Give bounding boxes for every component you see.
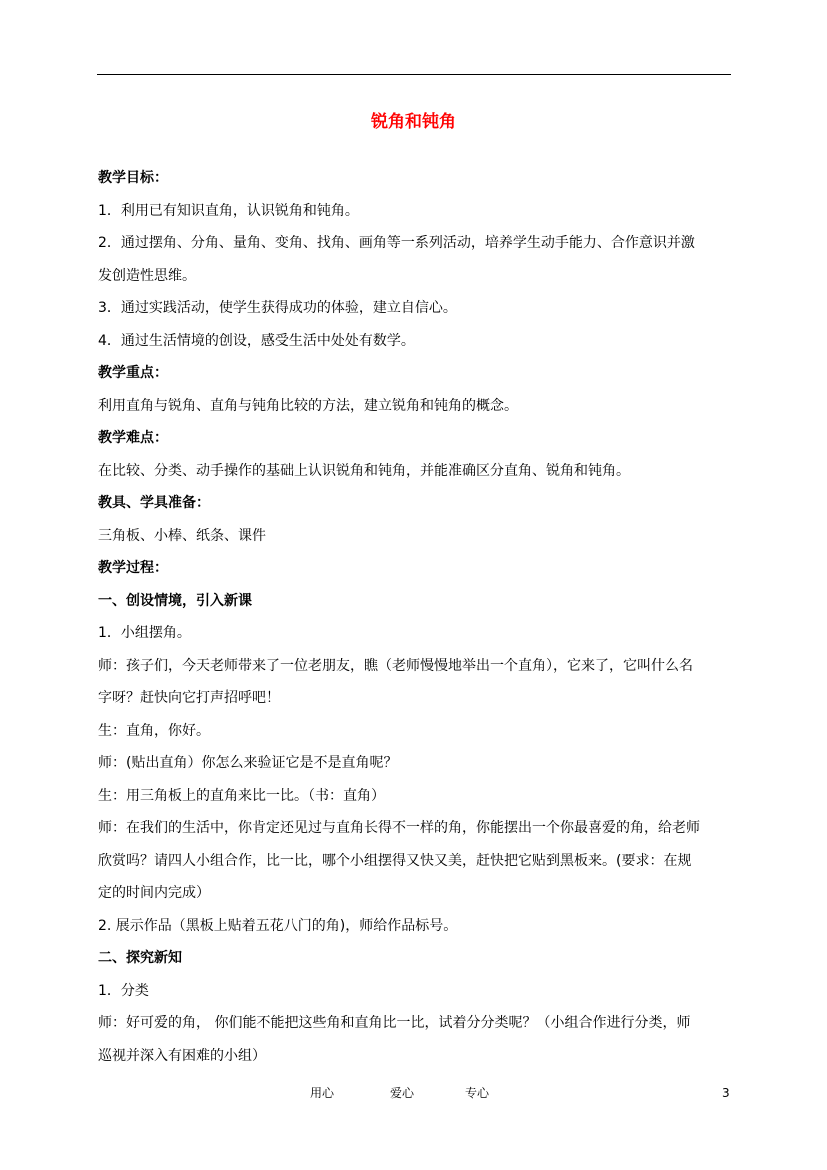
body-line: 利用直角与锐角、直角与钝角比较的方法，建立锐角和钝角的概念。 bbox=[98, 397, 518, 414]
body-line: 师：(贴出直角）你怎么来验证它是不是直角呢？ bbox=[98, 755, 398, 771]
body-line: 三角板、小棒、纸条、课件 bbox=[98, 527, 266, 544]
section-heading: 二、探究新知 bbox=[98, 950, 182, 966]
section-heading: 教具、学具准备： bbox=[98, 495, 210, 511]
body-line: 在比较、分类、动手操作的基础上认识锐角和钝角，并能准确区分直角、锐角和钝角。 bbox=[98, 462, 630, 479]
section-heading: 教学重点： bbox=[98, 365, 168, 381]
body-line: 师：在我们的生活中，你肯定还见过与直角长得不一样的角，你能摆出一个你最喜爱的角，给老师 bbox=[98, 820, 700, 836]
footer-item-zhuanxin: 专心 bbox=[465, 1086, 490, 1100]
body-line: 师：孩子们，今天老师带来了一位老朋友，瞧（老师慢慢地举出一个直角），它来了，它叫什么名 bbox=[98, 657, 693, 674]
document-body bbox=[98, 162, 730, 1072]
body-line: 生：用三角板上的直角来比一比。（书：直角） bbox=[98, 787, 385, 804]
body-line: 师：好可爱的角， 你们能不能把这些角和直角比一比，试着分分类呢？（小组合作进行分类，师 bbox=[98, 1015, 691, 1031]
body-line: 生：直角，你好。 bbox=[98, 722, 210, 739]
body-line: 1．小组摆角。 bbox=[98, 625, 191, 641]
body-line: 1．利用已有知识直角，认识锐角和钝角。 bbox=[98, 202, 359, 219]
section-heading: 教学目标： bbox=[98, 170, 168, 186]
footer-item-yongxin: 用心 bbox=[310, 1086, 335, 1100]
body-line: 4．通过生活情境的创设，感受生活中处处有数学。 bbox=[98, 332, 415, 349]
body-line: 2．通过摆角、分角、量角、变角、找角、画角等一系列活动，培养学生动手能力、合作意识并激 bbox=[98, 235, 695, 251]
page-number: 3 bbox=[722, 1086, 730, 1100]
body-line: 发创造性思维。 bbox=[98, 267, 196, 284]
body-line: 定的时间内完成） bbox=[98, 885, 210, 901]
body-line: 欣赏吗？请四人小组合作，比一比，哪个小组摆得又快又美，赶快把它贴到黑板来。(要求：在规 bbox=[98, 852, 692, 869]
footer-item-aixin: 爱心 bbox=[390, 1086, 415, 1100]
body-line: 1．分类 bbox=[98, 982, 149, 999]
section-heading: 一、创设情境，引入新课 bbox=[98, 592, 252, 609]
body-line: 字呀？赶快向它打声招呼吧！ bbox=[98, 690, 280, 706]
body-line: 巡视并深入有困难的小组） bbox=[98, 1047, 266, 1064]
document-title: 锐角和钝角 bbox=[371, 112, 456, 132]
section-heading: 教学难点： bbox=[98, 430, 168, 446]
header-rule bbox=[97, 74, 731, 75]
body-line: 2. 展示作品（黑板上贴着五花八门的角)，师给作品标号。 bbox=[98, 917, 458, 934]
section-heading: 教学过程： bbox=[98, 560, 168, 576]
body-line: 3．通过实践活动，使学生获得成功的体验，建立自信心。 bbox=[98, 300, 457, 316]
